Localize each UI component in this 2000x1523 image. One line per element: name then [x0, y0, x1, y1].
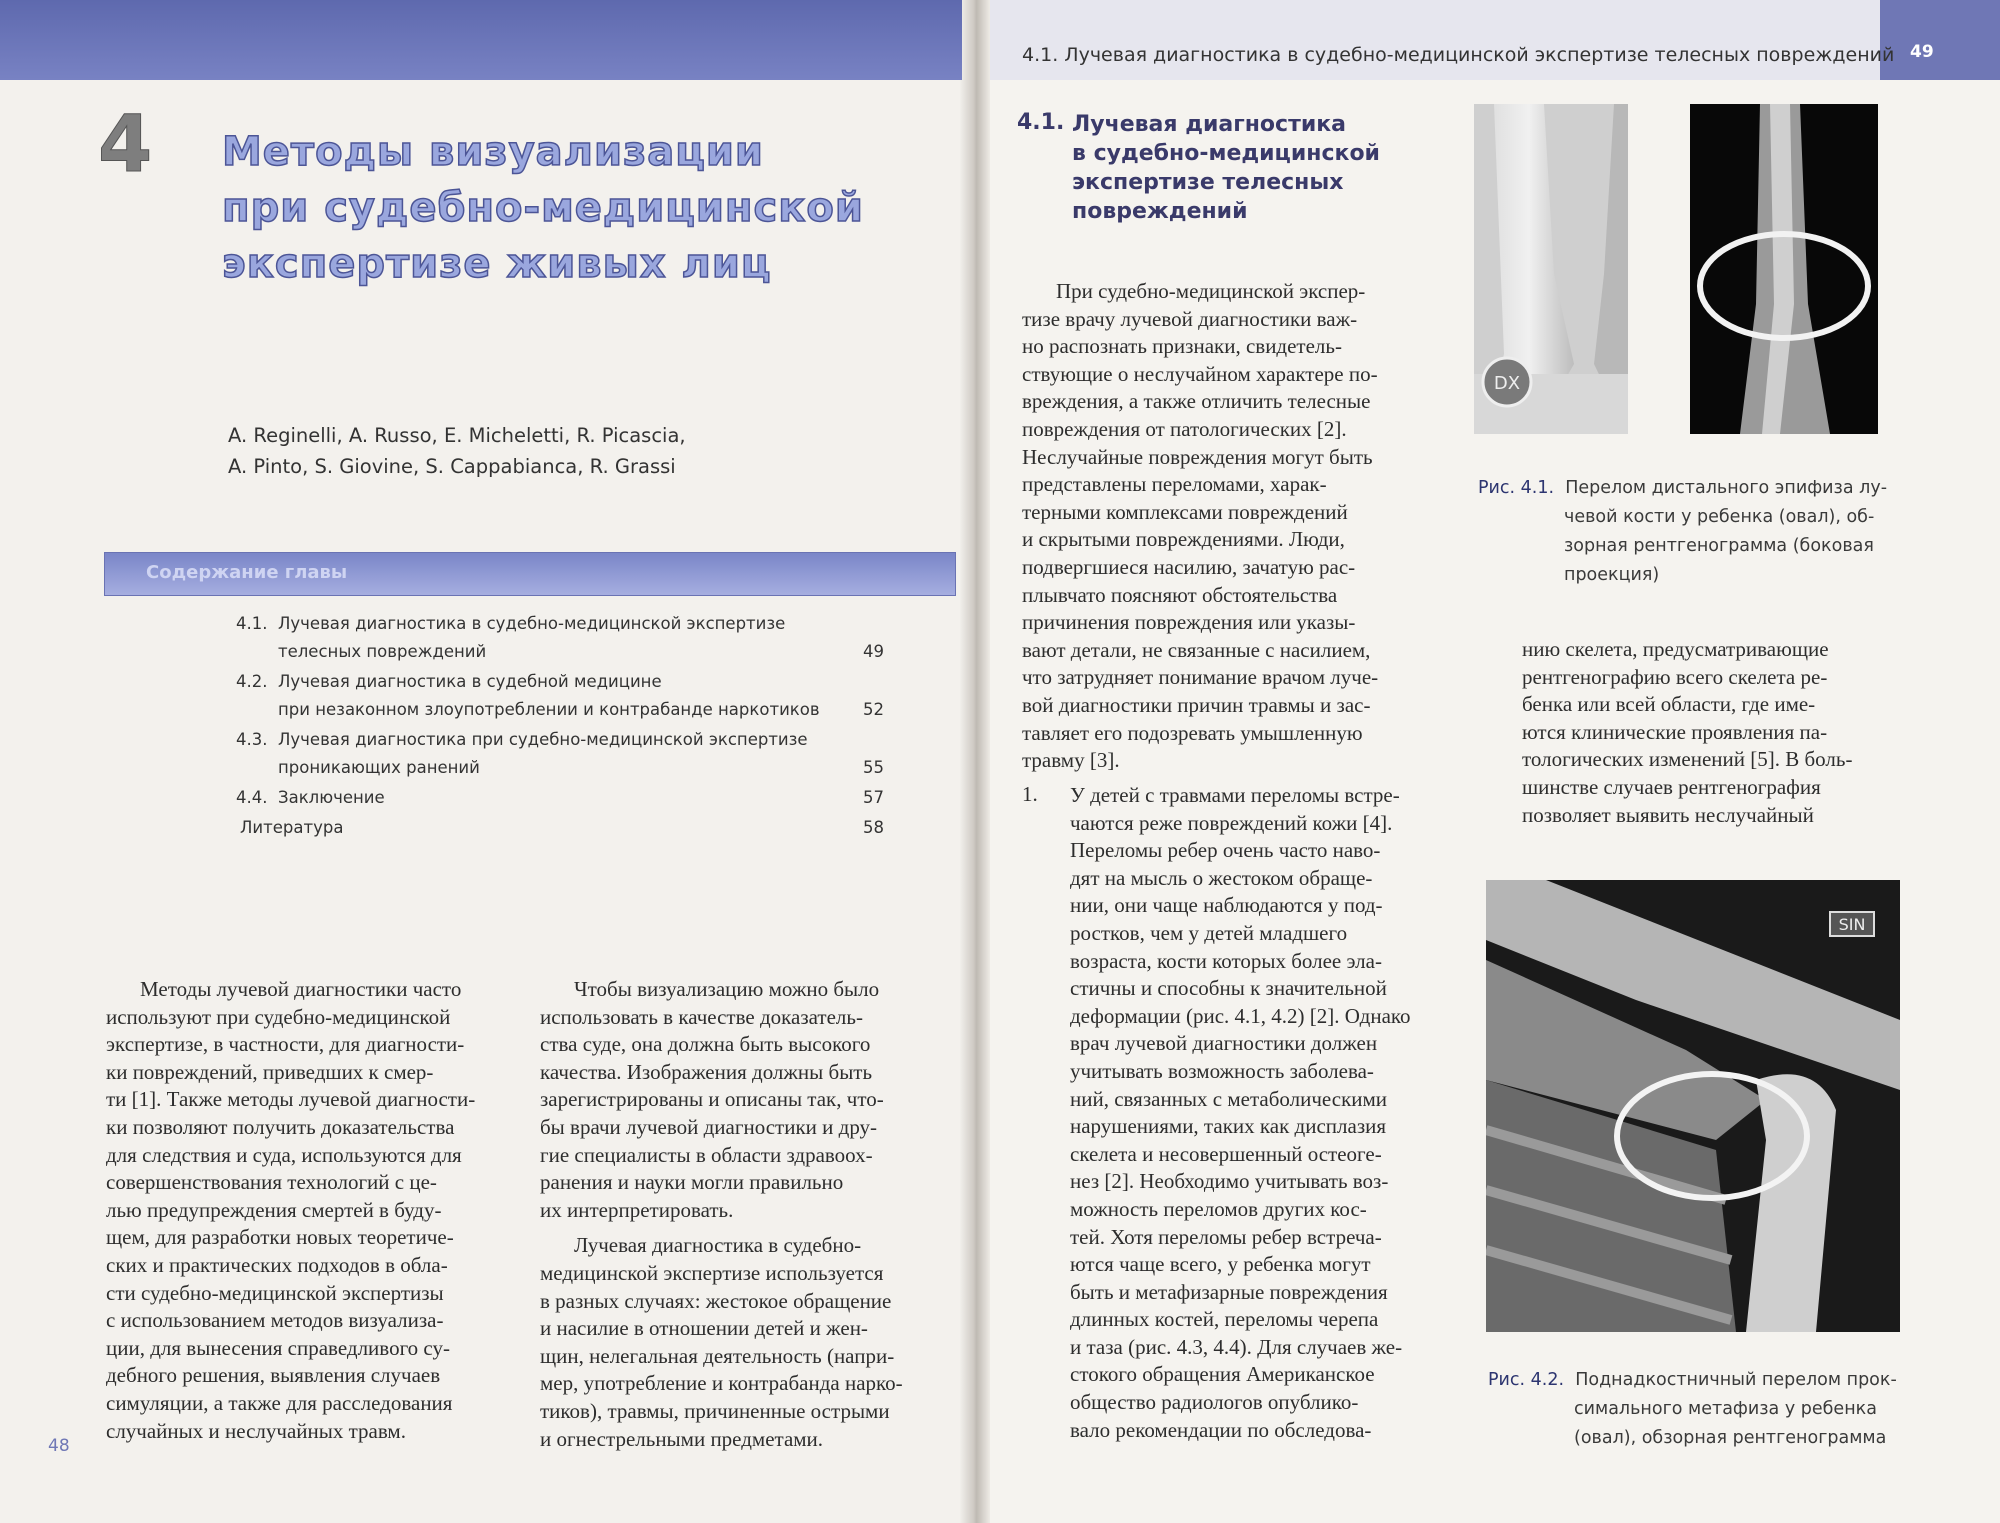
- text-line: учитывать возможность заболева-: [1070, 1058, 1374, 1083]
- figure-4-1-caption: [1478, 474, 1888, 590]
- text-line: дят на мысль о жестоком обраще-: [1070, 865, 1373, 890]
- text-line: сти судебно-медицинской экспертизы: [106, 1280, 444, 1305]
- left-column-1: [106, 976, 526, 1445]
- text-line: скелета и несовершенный остеоге-: [1070, 1141, 1382, 1166]
- toc-entry-title[interactable]: Лучевая диагностика при судебно-медицинской экспертизе: [278, 730, 808, 749]
- list-number: 1.: [1022, 782, 1038, 806]
- text-line: симуляции, а также для расследования: [106, 1390, 453, 1415]
- text-line: и таза (рис. 4.3, 4.4). Для случаев же-: [1070, 1334, 1403, 1359]
- text-line: тизе врачу лучевой диагностики важ-: [1022, 306, 1358, 331]
- toc-entry-title[interactable]: проникающих ранений: [278, 758, 480, 777]
- text-line: ки повреждений, приведших к смер-: [106, 1059, 434, 1084]
- running-head: 4.1. Лучевая диагностика в судебно-медицинской экспертизе телесных повреждений: [1022, 44, 1895, 66]
- fig1-caption-line: зорная рентгенограмма (боковая: [1564, 536, 1874, 556]
- text-line: бы врачи лучевой диагностики и дру-: [540, 1114, 878, 1139]
- text-line: нез [2]. Необходимо учитывать воз-: [1070, 1169, 1389, 1194]
- text-line: зарегистрированы и описаны так, что-: [540, 1087, 884, 1112]
- fig2-caption-line: (овал), обзорная рентгенограмма: [1574, 1428, 1887, 1448]
- text-line: в разных случаях: жестокое обращение: [540, 1288, 892, 1313]
- toc-entry-page: 55: [863, 758, 884, 777]
- text-line: деформации (рис. 4.1, 4.2) [2]. Однако: [1070, 1003, 1411, 1028]
- text-line: совершенствования технологий с це-: [106, 1170, 437, 1195]
- toc-heading: Содержание главы: [146, 562, 348, 583]
- fig1-caption-line: чевой кости у ребенка (овал), об-: [1564, 507, 1875, 527]
- text-line: с использованием методов визуализа-: [106, 1308, 444, 1333]
- toc-entry-number: 4.2.: [236, 672, 268, 691]
- section-number: 4.1.: [1017, 110, 1065, 135]
- toc-entry-number: 4.4.: [236, 788, 268, 807]
- toc-entry-page: 52: [863, 700, 884, 719]
- toc-entry-page: 57: [863, 788, 884, 807]
- text-line: быть и метафизарные повреждения: [1070, 1279, 1388, 1304]
- left-header-band: [0, 0, 962, 80]
- text-line: ти [1]. Также методы лучевой диагности-: [106, 1087, 476, 1112]
- section-title-line: повреждений: [1072, 199, 1248, 224]
- text-line: медицинской экспертизе используется: [540, 1260, 884, 1285]
- section-title: [1072, 110, 1392, 226]
- text-line: щин, нелегальная деятельность (напри-: [540, 1343, 895, 1368]
- right-column-2: [1522, 636, 1902, 829]
- section-title-line: в судебно-медицинской: [1072, 141, 1380, 166]
- text-line: врач лучевой диагностики должен: [1070, 1031, 1378, 1056]
- authors: [228, 420, 828, 482]
- text-line: случайных и неслучайных травм.: [106, 1418, 406, 1443]
- authors-line: A. Pinto, S. Giovine, S. Cappabianca, R. Grassi: [228, 455, 676, 478]
- text-line: подвергшиеся насилию, зачатую рас-: [1022, 554, 1356, 579]
- text-line: У детей с травмами переломы встре-: [1070, 783, 1400, 807]
- text-line: вой диагностики причин травмы и зас-: [1022, 692, 1371, 717]
- chapter-number: 4: [98, 100, 153, 190]
- chapter-title-line: при судебно-медицинской: [222, 185, 864, 231]
- text-line: вают детали, не связанные с насилием,: [1022, 637, 1371, 662]
- text-line: шинстве случаев рентгенография: [1522, 774, 1821, 799]
- fig1-marker: DX: [1493, 373, 1521, 394]
- text-line: стокого обращения Американское: [1070, 1362, 1375, 1387]
- text-line: ются чаще всего, у ребенка могут: [1070, 1252, 1371, 1277]
- right-column-1-list: [1070, 782, 1470, 1444]
- text-line: ростков, чем у детей младшего: [1070, 920, 1348, 945]
- text-line: их интерпретировать.: [540, 1197, 734, 1222]
- text-line: можность переломов других кос-: [1070, 1196, 1367, 1221]
- text-line: тологических изменений [5]. В боль-: [1522, 747, 1853, 772]
- section-title-line: экспертизе телесных: [1072, 170, 1344, 195]
- text-line: плывчато поясняют обстоятельства: [1022, 582, 1338, 607]
- text-line: Чтобы визуализацию можно было: [574, 977, 880, 1001]
- text-line: длинных костей, переломы черепа: [1070, 1307, 1379, 1332]
- left-column-2: [540, 976, 960, 1453]
- text-line: мер, употребление и контрабанда нарко-: [540, 1371, 903, 1396]
- text-line: причинения повреждения или указы-: [1022, 610, 1356, 635]
- text-line: вреждения, а также отличить телесные: [1022, 389, 1371, 414]
- fig1-caption-line: проекция): [1564, 565, 1660, 585]
- figure-4-2-caption: [1488, 1366, 1908, 1453]
- text-line: возраста, кости которых более эла-: [1070, 948, 1382, 973]
- authors-line: A. Reginelli, A. Russo, E. Micheletti, R. Picascia,: [228, 424, 686, 447]
- right-header-band: [990, 0, 1880, 80]
- figure-4-1-xray-left: [1474, 104, 1628, 434]
- section-title-line: Лучевая диагностика: [1072, 112, 1347, 137]
- text-line: терными комплексами повреждений: [1022, 499, 1348, 524]
- text-line: ются клинические проявления па-: [1522, 719, 1828, 744]
- text-line: чаются реже повреждений кожи [4].: [1070, 810, 1393, 835]
- text-line: Методы лучевой диагностики часто: [140, 977, 462, 1001]
- text-line: Переломы ребер очень часто наво-: [1070, 838, 1381, 863]
- text-line: что затрудняет понимание врачом луче-: [1022, 665, 1379, 690]
- text-line: для следствия и суда, используются для: [106, 1142, 462, 1167]
- text-line: ства суде, она должна быть высокого: [540, 1032, 871, 1057]
- text-line: и насилие в отношении детей и жен-: [540, 1316, 868, 1341]
- text-line: Неслучайные повреждения могут быть: [1022, 444, 1373, 469]
- fig1-label: Рис. 4.1.: [1478, 478, 1555, 498]
- text-line: ских и практических подходов в обла-: [106, 1252, 448, 1277]
- chapter-title-line: Методы визуализации: [222, 129, 764, 175]
- page-number-tab: [1880, 0, 2000, 80]
- text-line: общество радиологов опублико-: [1070, 1390, 1359, 1415]
- toc-entry-number: 4.1.: [236, 614, 268, 633]
- text-line: но распознать признаки, свидетель-: [1022, 334, 1342, 359]
- text-line: рентгенографию всего скелета ре-: [1522, 664, 1828, 689]
- chapter-title-line: экспертизе живых лиц: [222, 241, 772, 287]
- book-gutter: [960, 0, 990, 1523]
- text-line: тавляет его подозревать умышленную: [1022, 720, 1363, 745]
- text-line: ний, связанных с метаболическими: [1070, 1086, 1388, 1111]
- text-line: позволяет выявить неслучайный: [1522, 802, 1814, 827]
- text-line: повреждения от патологических [2].: [1022, 416, 1347, 441]
- toc-entry-number: 4.3.: [236, 730, 268, 749]
- toc-entry-page: 58: [863, 818, 884, 837]
- fig2-caption-line: симального метафиза у ребенка: [1574, 1399, 1877, 1419]
- text-line: тей. Хотя переломы ребер встреча-: [1070, 1224, 1382, 1249]
- page-number-left: 48: [48, 1436, 70, 1456]
- text-line: и огнестрельными предметами.: [540, 1426, 824, 1451]
- text-line: экспертизе, в частности, для диагности-: [106, 1032, 465, 1057]
- fig2-caption-line: Поднадкостничный перелом прок-: [1575, 1370, 1897, 1390]
- text-line: щем, для разработки новых теоретиче-: [106, 1225, 454, 1250]
- text-line: При судебно-медицинской экспер-: [1056, 279, 1366, 303]
- fig2-marker: SIN: [1838, 915, 1866, 934]
- toc-entry-title[interactable]: Лучевая диагностика в судебно-медицинской экспертизе: [278, 614, 786, 633]
- text-line: гие специалисты в области здравоох-: [540, 1142, 873, 1167]
- text-line: вало рекомендации по обследова-: [1070, 1417, 1372, 1442]
- toc-entry-title[interactable]: Лучевая диагностика в судебной медицине: [278, 672, 662, 691]
- text-line: и скрытыми повреждениями. Люди,: [1022, 527, 1345, 552]
- fig1-caption-line: Перелом дистального эпифиза лу-: [1565, 478, 1888, 498]
- page-number-right: 49: [1910, 42, 1934, 62]
- text-line: ствующие о неслучайном характере по-: [1022, 361, 1378, 386]
- text-line: дебного решения, выявления случаев: [106, 1363, 441, 1388]
- text-line: представлены переломами, харак-: [1022, 472, 1327, 497]
- figure-4-2-xray: [1486, 880, 1900, 1332]
- text-line: травму [3].: [1022, 748, 1120, 773]
- text-line: используют при судебно-медицинской: [106, 1004, 451, 1029]
- text-line: использовать в качестве доказатель-: [540, 1004, 863, 1029]
- text-line: нию скелета, предусматривающие: [1522, 637, 1829, 661]
- text-line: бенка или всей области, где име-: [1522, 692, 1816, 717]
- toc-entry-title[interactable]: телесных повреждений: [278, 642, 487, 661]
- toc-entry-title[interactable]: Литература: [240, 818, 344, 837]
- toc-entry-title[interactable]: при незаконном злоупотреблении и контрабанде наркотиков: [278, 700, 820, 719]
- text-line: нии, они чаще наблюдаются у под-: [1070, 893, 1383, 918]
- text-line: стичны и способны к значительной: [1070, 976, 1387, 1001]
- chapter-title: [222, 124, 922, 292]
- figure-4-1-xray-right: [1690, 104, 1878, 434]
- text-line: лью предупреждения смертей в буду-: [106, 1197, 442, 1222]
- text-line: ции, для вынесения справедливого су-: [106, 1335, 450, 1360]
- fig2-label: Рис. 4.2.: [1488, 1370, 1565, 1390]
- text-line: Лучевая диагностика в судебно-: [574, 1233, 862, 1258]
- right-column-1: [1022, 278, 1462, 775]
- toc-entry-title[interactable]: Заключение: [278, 788, 385, 807]
- text-line: тиков), травмы, причиненные острыми: [540, 1398, 890, 1423]
- toc-entry-page: 49: [863, 642, 884, 661]
- text-line: ранения и науки могли правильно: [540, 1170, 844, 1195]
- text-line: качества. Изображения должны быть: [540, 1059, 873, 1084]
- text-line: нарушениями, таких как дисплазия: [1070, 1114, 1387, 1139]
- text-line: ки позволяют получить доказательства: [106, 1114, 455, 1139]
